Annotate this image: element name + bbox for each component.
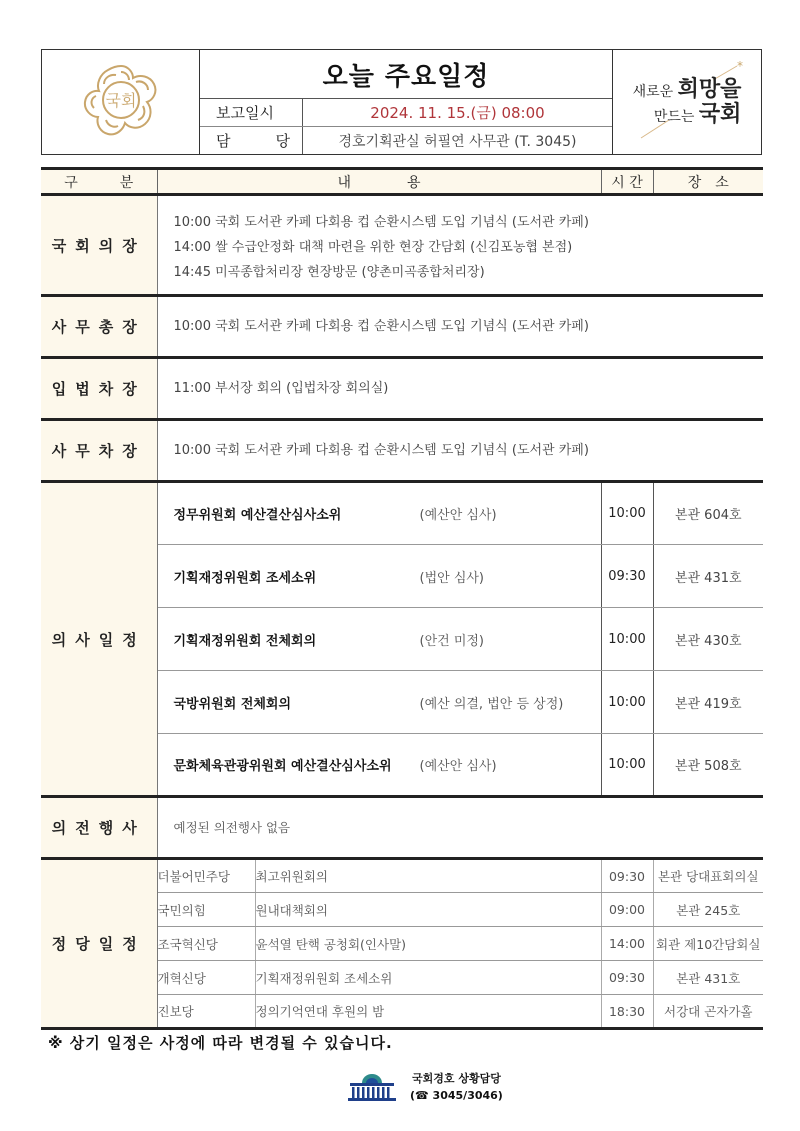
footer-phone: (☎ 3045/3046) bbox=[410, 1089, 503, 1102]
party-name: 국민의힘 bbox=[157, 893, 255, 927]
party-event: 원내대책회의 bbox=[255, 893, 601, 927]
footer bbox=[346, 1070, 503, 1104]
report-time-value: 2024. 11. 15.(금) 08:00 bbox=[370, 104, 545, 122]
party-name: 조국혁신당 bbox=[157, 927, 255, 961]
time-cell: 09:00 bbox=[601, 893, 653, 927]
column-header-time: 시 간 bbox=[601, 169, 653, 195]
page-title: 오늘 주요일정 bbox=[200, 50, 612, 99]
category-label: 국회의장 bbox=[41, 195, 157, 296]
table-header-row bbox=[41, 169, 763, 195]
section-speaker bbox=[41, 195, 763, 296]
contact-label: 담 당 bbox=[200, 127, 303, 154]
svg-text:*: * bbox=[737, 59, 743, 73]
party-event: 기획재정위원회 조세소위 bbox=[255, 961, 601, 995]
list-item: 예정된 의전행사 없음 bbox=[173, 820, 291, 835]
time-cell: 09:30 bbox=[601, 961, 653, 995]
assembly-emblem bbox=[42, 50, 200, 154]
section-legislative-deputy bbox=[41, 358, 763, 420]
party-name: 개혁신당 bbox=[157, 961, 255, 995]
committee-name: 기획재정위원회 전체회의 bbox=[173, 633, 317, 649]
footer-org: 국회경호 상황담당 bbox=[412, 1072, 501, 1085]
list-item: 10:00 국회 도서관 카페 다회용 컵 순환시스템 도입 기념식 (도서관 카페) bbox=[173, 214, 589, 230]
committee-name: 국방위원회 전체회의 bbox=[173, 696, 292, 712]
time-cell: 10:00 bbox=[601, 482, 653, 545]
committee-name: 문화체육관광위원회 예산결산심사소위 bbox=[173, 759, 392, 774]
place-cell: 본관 431호 bbox=[653, 545, 763, 608]
slogan-logo: * 새로운 희망을 만드는 국회 bbox=[613, 50, 761, 154]
category-label: 의사일정 bbox=[41, 482, 157, 797]
committee-desc: (안건 미정) bbox=[419, 633, 485, 649]
committee-name: 기획재정위원회 조세소위 bbox=[173, 570, 317, 586]
place-cell: 본관 508호 bbox=[653, 734, 763, 797]
column-header-category: 구 분 bbox=[41, 169, 157, 195]
svg-text:국회: 국회 bbox=[105, 91, 136, 110]
category-label: 입법차장 bbox=[41, 358, 157, 420]
change-notice: ※ 상기 일정은 사정에 따라 변경될 수 있습니다. bbox=[48, 1034, 393, 1052]
contact-value: 경호기획관실 허필연 사무관 (T. 3045) bbox=[338, 133, 577, 150]
party-name: 진보당 bbox=[157, 995, 255, 1029]
section-deputy-secretary bbox=[41, 420, 763, 482]
report-time-label: 보고일시 bbox=[200, 99, 303, 126]
list-item: 11:00 부서장 회의 (입법차장 회의실) bbox=[173, 381, 389, 396]
list-item: 14:00 쌀 수급안정화 대책 마련을 위한 현장 간담회 (신김포농협 본점) bbox=[173, 239, 573, 255]
place-cell: 서강대 곤자가홀 bbox=[653, 995, 763, 1029]
place-cell: 본관 430호 bbox=[653, 608, 763, 671]
assembly-building-icon bbox=[346, 1071, 398, 1103]
time-cell: 10:00 bbox=[601, 608, 653, 671]
list-item: 10:00 국회 도서관 카페 다회용 컵 순환시스템 도입 기념식 (도서관 카페) bbox=[173, 443, 589, 458]
category-label: 사무총장 bbox=[41, 296, 157, 358]
assembly-emblem-icon bbox=[76, 62, 166, 142]
party-event: 정의기억연대 후원의 밤 bbox=[255, 995, 601, 1029]
time-cell: 09:30 bbox=[601, 859, 653, 893]
place-cell: 본관 419호 bbox=[653, 671, 763, 734]
table-row bbox=[41, 482, 763, 545]
schedule-table bbox=[41, 167, 763, 1030]
section-ceremony bbox=[41, 797, 763, 859]
committee-desc: (예산안 심사) bbox=[419, 759, 497, 774]
party-event: 윤석열 탄핵 공청회(인사말) bbox=[255, 927, 601, 961]
section-secretary-general bbox=[41, 296, 763, 358]
committee-desc: (예산 의결, 법안 등 상정) bbox=[419, 696, 564, 712]
category-label: 사무차장 bbox=[41, 420, 157, 482]
place-cell: 본관 604호 bbox=[653, 482, 763, 545]
column-header-content: 내 용 bbox=[157, 169, 601, 195]
party-event: 최고위원회의 bbox=[255, 859, 601, 893]
table-row bbox=[41, 859, 763, 893]
place-cell: 회관 제10간담회실 bbox=[653, 927, 763, 961]
place-cell: 본관 431호 bbox=[653, 961, 763, 995]
time-cell: 10:00 bbox=[601, 734, 653, 797]
time-cell: 09:30 bbox=[601, 545, 653, 608]
time-cell: 18:30 bbox=[601, 995, 653, 1029]
category-label: 정당일정 bbox=[41, 859, 157, 1029]
column-header-place: 장 소 bbox=[653, 169, 763, 195]
list-item: 10:00 국회 도서관 카페 다회용 컵 순환시스템 도입 기념식 (도서관 카페) bbox=[173, 319, 589, 334]
time-cell: 14:00 bbox=[601, 927, 653, 961]
committee-name: 정무위원회 예산결산심사소위 bbox=[173, 508, 342, 523]
party-name: 더불어민주당 bbox=[157, 859, 255, 893]
list-item: 14:45 미곡종합처리장 현장방문 (양촌미곡종합처리장) bbox=[173, 264, 485, 280]
document-header bbox=[41, 49, 762, 155]
committee-desc: (예산안 심사) bbox=[419, 508, 497, 523]
committee-desc: (법안 심사) bbox=[419, 570, 485, 586]
time-cell: 10:00 bbox=[601, 671, 653, 734]
place-cell: 본관 245호 bbox=[653, 893, 763, 927]
place-cell: 본관 당대표회의실 bbox=[653, 859, 763, 893]
category-label: 의전행사 bbox=[41, 797, 157, 859]
